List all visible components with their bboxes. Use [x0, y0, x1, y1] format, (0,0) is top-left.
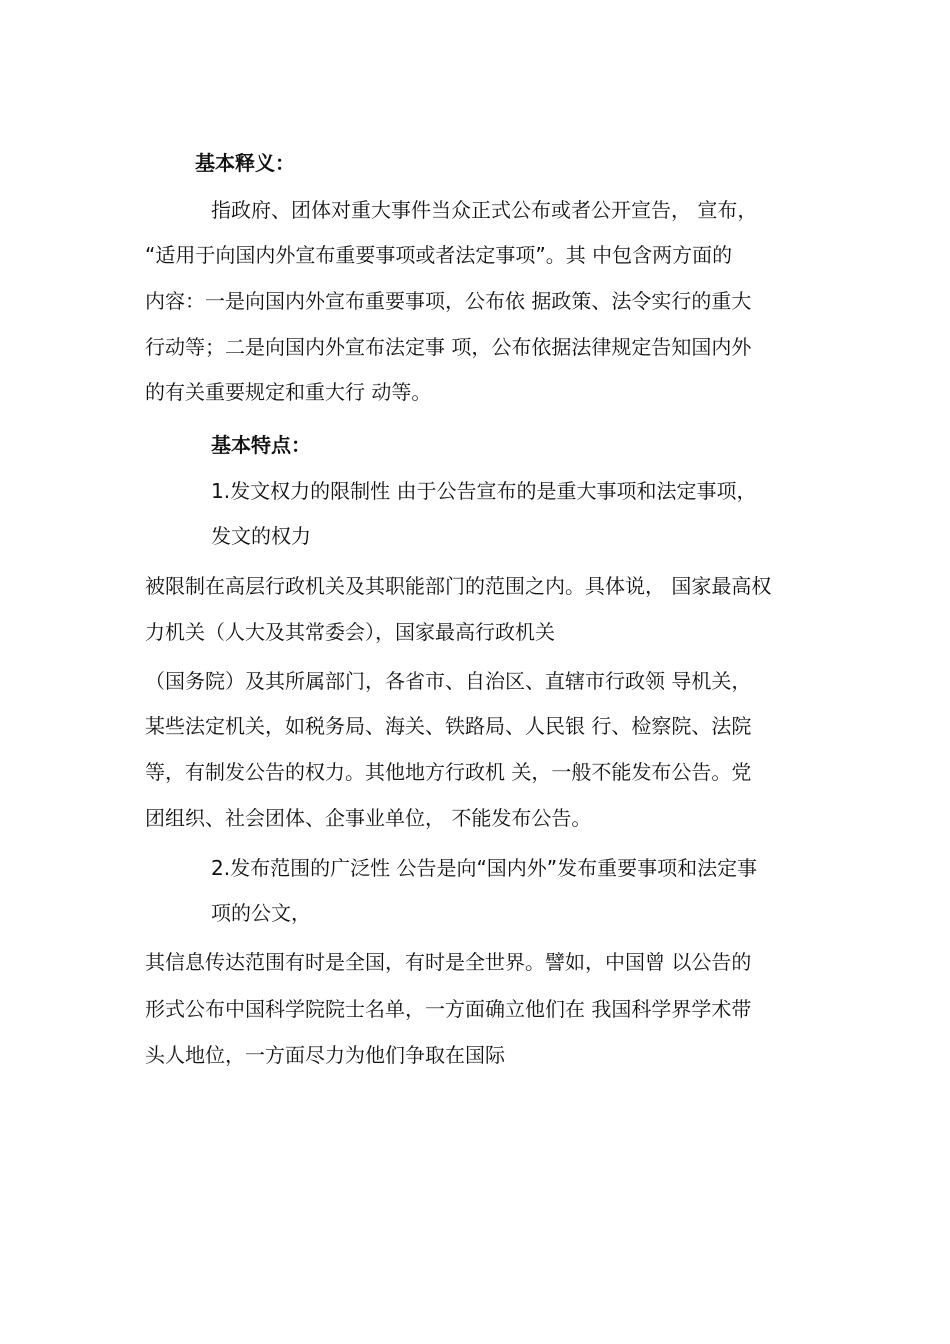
paragraph-line: 团组织、社会团体、企事业单位， 不能发布公告。: [145, 806, 592, 830]
paragraph-line: “适用于向国内外宣布重要事项或者法定事项”。其 中包含两方面的: [145, 243, 733, 267]
paragraph-line: 等，有制发公告的权力。其他地方行政机 关，一般不能发布公告。党: [145, 760, 752, 784]
paragraph-line: 形式公布中国科学院院士名单，一方面确立他们在 我国科学界学术带: [145, 997, 752, 1021]
paragraph-line: 被限制在高层行政机关及其职能部门的范围之内。具体说， 国家最高权: [145, 574, 772, 598]
point-title-continuation: 项的公文，: [211, 901, 311, 925]
paragraph-line: 其信息传达范围有时是全国，有时是全世界。譬如，中国曾 以公告的: [145, 950, 752, 974]
paragraph-line: 力机关（人大及其常委会），国家最高行政机关: [145, 620, 555, 644]
paragraph-line: 内容：一是向国内外宣布重要事项，公布依 据政策、法令实行的重大: [145, 289, 752, 313]
paragraph-line: 某些法定机关，如税务局、海关、铁路局、人民银 行、检察院、法院: [145, 714, 752, 738]
paragraph-line: （国务院）及其所属部门，各省市、自治区、直辖市行政领 导机关，: [145, 669, 752, 693]
paragraph-line: 行动等；二是向国内外宣布法定事 项，公布依据法律规定告知国内外: [145, 335, 752, 359]
paragraph-line: 的有关重要规定和重大行 动等。: [145, 380, 432, 404]
paragraph-line: 指政府、团体对重大事件当众正式公布或者公开宣告， 宣布，: [211, 198, 758, 222]
point-title-continuation: 发文的权力: [211, 524, 311, 548]
section-heading-features: 基本特点：: [211, 433, 311, 457]
paragraph-line: 头人地位，一方面尽力为他们争取在国际: [145, 1043, 505, 1067]
point-title-line: 1.发文权力的限制性 由于公告宣布的是重大事项和法定事项，: [211, 479, 757, 503]
section-heading-definition: 基本释义：: [195, 151, 295, 175]
point-title-line: 2.发布范围的广泛性 公告是向“国内外”发布重要事项和法定事: [211, 856, 758, 880]
